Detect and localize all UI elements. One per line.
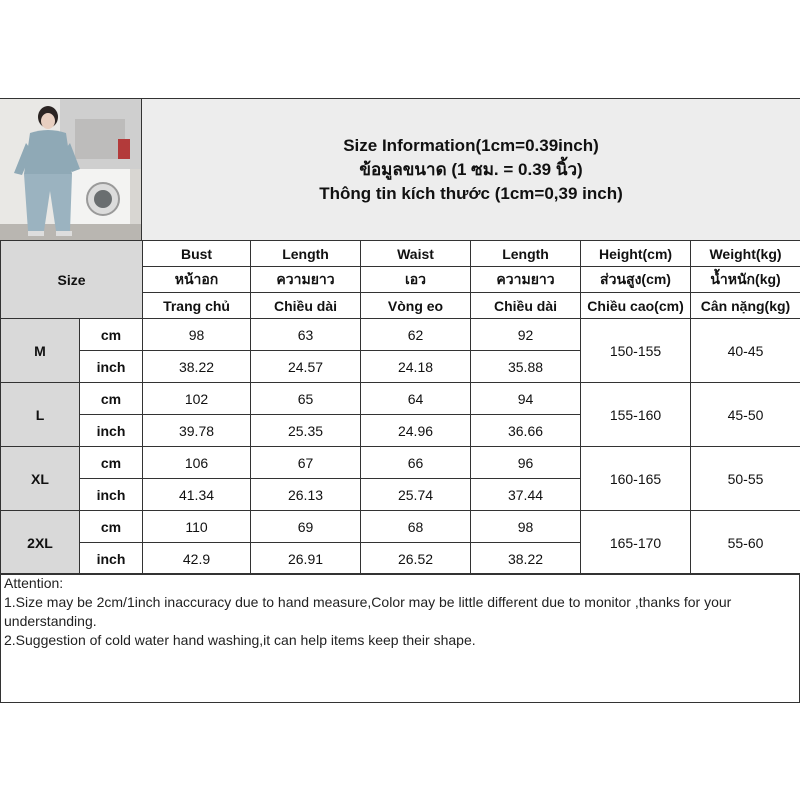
- unit-label: cm: [80, 511, 143, 543]
- size-name: M: [1, 319, 80, 383]
- length2-inch: 37.44: [471, 479, 581, 511]
- col-length-en: Length: [251, 241, 361, 267]
- col-length-th: ความยาว: [251, 267, 361, 293]
- height-range: 155-160: [581, 383, 691, 447]
- length2-inch: 36.66: [471, 415, 581, 447]
- product-photo-image: [0, 99, 141, 240]
- bust-inch: 39.78: [143, 415, 251, 447]
- waist-cm: 66: [361, 447, 471, 479]
- bust-cm: 106: [143, 447, 251, 479]
- bust-cm: 110: [143, 511, 251, 543]
- weight-range: 50-55: [691, 447, 800, 511]
- length-cm: 63: [251, 319, 361, 351]
- col-weight-en: Weight(kg): [691, 241, 800, 267]
- waist-cm: 64: [361, 383, 471, 415]
- notes-line-2: 2.Suggestion of cold water hand washing,it can help items keep their shape.: [4, 632, 476, 648]
- title-english: Size Information(1cm=0.39inch): [343, 135, 599, 155]
- length-inch: 24.57: [251, 351, 361, 383]
- col-height-vi: Chiều cao(cm): [581, 293, 691, 319]
- col-length2-vi: Chiều dài: [471, 293, 581, 319]
- length-cm: 65: [251, 383, 361, 415]
- unit-label: cm: [80, 319, 143, 351]
- col-waist-en: Waist: [361, 241, 471, 267]
- waist-inch: 25.74: [361, 479, 471, 511]
- table-row: [1, 447, 800, 479]
- weight-range: 45-50: [691, 383, 800, 447]
- length2-cm: 92: [471, 319, 581, 351]
- unit-label: inch: [80, 351, 143, 383]
- col-bust-en: Bust: [143, 241, 251, 267]
- waist-cm: 62: [361, 319, 471, 351]
- size-info-header: [0, 98, 800, 241]
- height-range: 165-170: [581, 511, 691, 575]
- col-waist-th: เอว: [361, 267, 471, 293]
- unit-label: cm: [80, 447, 143, 479]
- waist-cm: 68: [361, 511, 471, 543]
- size-name: XL: [1, 447, 80, 511]
- bust-cm: 98: [143, 319, 251, 351]
- table-row: [1, 319, 800, 351]
- notes-heading: Attention:: [4, 575, 64, 591]
- length-inch: 26.13: [251, 479, 361, 511]
- waist-inch: 26.52: [361, 543, 471, 575]
- unit-label: cm: [80, 383, 143, 415]
- size-column-label: Size: [1, 241, 143, 319]
- length-inch: 26.91: [251, 543, 361, 575]
- title-vietnamese: Thông tin kích thước (1cm=0,39 inch): [319, 183, 623, 203]
- size-info-titles: [142, 99, 800, 240]
- col-bust-th: หน้าอก: [143, 267, 251, 293]
- weight-range: 55-60: [691, 511, 800, 575]
- length-inch: 25.35: [251, 415, 361, 447]
- height-range: 150-155: [581, 319, 691, 383]
- size-name: L: [1, 383, 80, 447]
- length-cm: 69: [251, 511, 361, 543]
- col-bust-vi: Trang chủ: [143, 293, 251, 319]
- col-waist-vi: Vòng eo: [361, 293, 471, 319]
- title-thai: ข้อมูลขนาด (1 ซม. = 0.39 นิ้ว): [359, 159, 583, 179]
- unit-label: inch: [80, 415, 143, 447]
- size-table: [0, 240, 800, 575]
- length2-inch: 38.22: [471, 543, 581, 575]
- attention-notes: [0, 573, 800, 703]
- col-height-en: Height(cm): [581, 241, 691, 267]
- col-length2-th: ความยาว: [471, 267, 581, 293]
- col-weight-vi: Cân nặng(kg): [691, 293, 800, 319]
- unit-label: inch: [80, 543, 143, 575]
- col-height-th: ส่วนสูง(cm): [581, 267, 691, 293]
- col-weight-th: น้ำหนัก(kg): [691, 267, 800, 293]
- length-cm: 67: [251, 447, 361, 479]
- product-photo: [0, 99, 142, 240]
- length2-inch: 35.88: [471, 351, 581, 383]
- unit-label: inch: [80, 479, 143, 511]
- size-name: 2XL: [1, 511, 80, 575]
- table-row: [1, 511, 800, 543]
- height-range: 160-165: [581, 447, 691, 511]
- length2-cm: 94: [471, 383, 581, 415]
- bust-inch: 42.9: [143, 543, 251, 575]
- waist-inch: 24.96: [361, 415, 471, 447]
- bust-cm: 102: [143, 383, 251, 415]
- table-row: [1, 383, 800, 415]
- weight-range: 40-45: [691, 319, 800, 383]
- col-length-vi: Chiều dài: [251, 293, 361, 319]
- bust-inch: 38.22: [143, 351, 251, 383]
- notes-line-1: 1.Size may be 2cm/1inch inaccuracy due to hand measure,Color may be little different due to monitor ,thanks for your understanding.: [4, 594, 732, 629]
- length2-cm: 96: [471, 447, 581, 479]
- waist-inch: 24.18: [361, 351, 471, 383]
- header-row-english: [1, 241, 800, 267]
- length2-cm: 98: [471, 511, 581, 543]
- bust-inch: 41.34: [143, 479, 251, 511]
- col-length2-en: Length: [471, 241, 581, 267]
